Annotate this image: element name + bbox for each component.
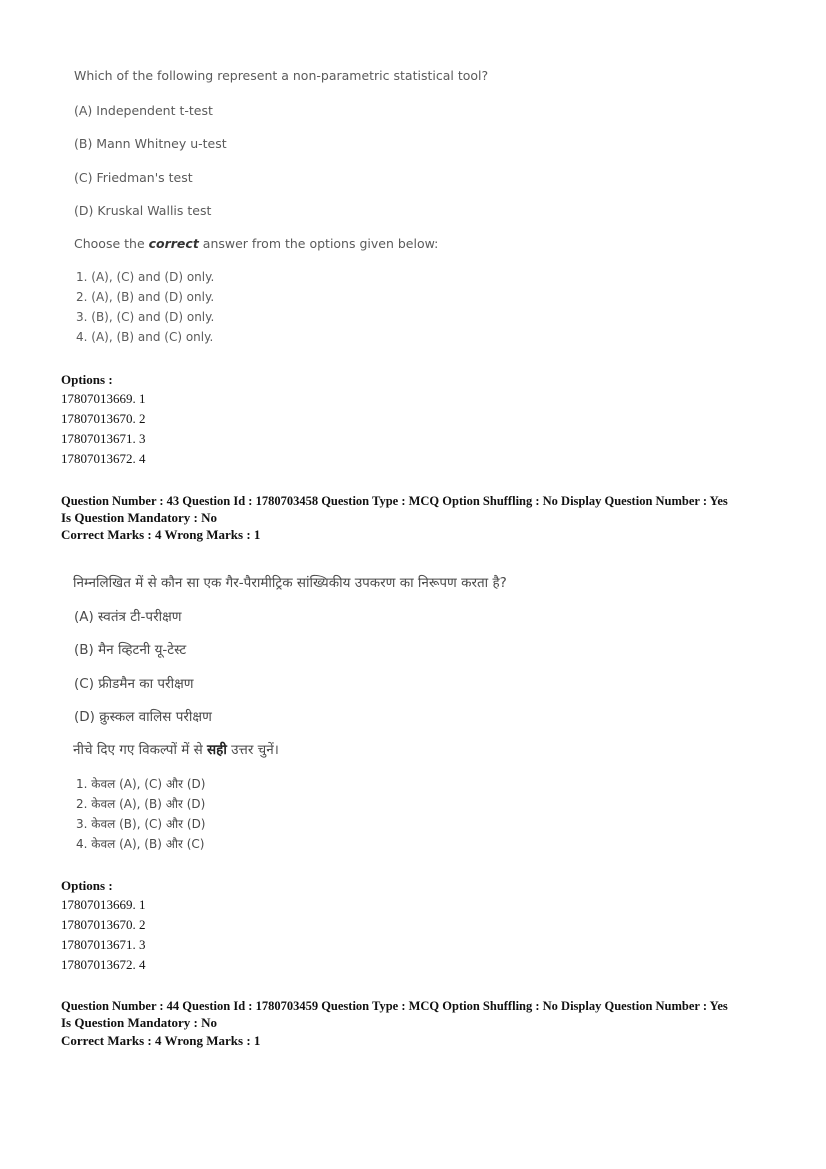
question-item-c: (C) फ्रीडमैन का परीक्षण [74, 676, 194, 692]
answer-choice-3: 3. (B), (C) and (D) only. [76, 310, 215, 324]
question-marks: Correct Marks : 4 Wrong Marks : 1 [61, 527, 261, 542]
question-mandatory: Is Question Mandatory : No [61, 510, 218, 525]
answer-choice-4: 4. केवल (A), (B) और (C) [76, 837, 205, 851]
option-row: 17807013671. 3 [61, 431, 146, 446]
options-label: Options : [61, 878, 113, 893]
question-item-a: (A) स्वतंत्र टी-परीक्षण [74, 609, 182, 625]
question-item-b: (B) Mann Whitney u-test [74, 136, 227, 151]
answer-choice-4: 4. (A), (B) and (C) only. [76, 330, 214, 344]
option-row: 17807013672. 4 [61, 451, 146, 466]
answer-instruction: नीचे दिए गए विकल्पों में से सही उत्तर चुनें। [73, 742, 279, 758]
question-mandatory: Is Question Mandatory : No [61, 1015, 218, 1030]
option-row: 17807013669. 1 [61, 897, 146, 912]
option-row: 17807013671. 3 [61, 937, 146, 952]
question-meta-line: Question Number : 43 Question Id : 1780703458 Question Type : MCQ Option Shuffling : No Display Question Number : Yes [61, 494, 728, 508]
answer-choice-3: 3. केवल (B), (C) और (D) [76, 817, 206, 831]
question-item-b: (B) मैन व्हिटनी यू-टेस्ट [74, 642, 187, 658]
question-item-a: (A) Independent t-test [74, 103, 213, 118]
question-item-d: (D) क्रुस्कल वालिस परीक्षण [74, 709, 212, 725]
options-label: Options : [61, 372, 113, 387]
answer-choice-2: 2. केवल (A), (B) और (D) [76, 797, 206, 811]
answer-choice-1: 1. (A), (C) and (D) only. [76, 270, 215, 284]
option-row: 17807013672. 4 [61, 957, 146, 972]
option-row: 17807013670. 2 [61, 917, 146, 932]
question-meta-line: Question Number : 44 Question Id : 1780703459 Question Type : MCQ Option Shuffling : No Display Question Number : Yes [61, 999, 728, 1013]
question-item-c: (C) Friedman's test [74, 170, 193, 185]
question-text: Which of the following represent a non-parametric statistical tool? [74, 68, 489, 83]
question-item-d: (D) Kruskal Wallis test [74, 203, 212, 218]
answer-choice-2: 2. (A), (B) and (D) only. [76, 290, 215, 304]
question-marks: Correct Marks : 4 Wrong Marks : 1 [61, 1033, 261, 1048]
question-text: निम्नलिखित में से कौन सा एक गैर-पैरामीट्रिक सांख्यिकीय उपकरण का निरूपण करता है? [73, 575, 507, 591]
answer-choice-1: 1. केवल (A), (C) और (D) [76, 777, 206, 791]
answer-instruction: Choose the correct answer from the options given below: [74, 236, 439, 251]
option-row: 17807013670. 2 [61, 411, 146, 426]
option-row: 17807013669. 1 [61, 391, 146, 406]
